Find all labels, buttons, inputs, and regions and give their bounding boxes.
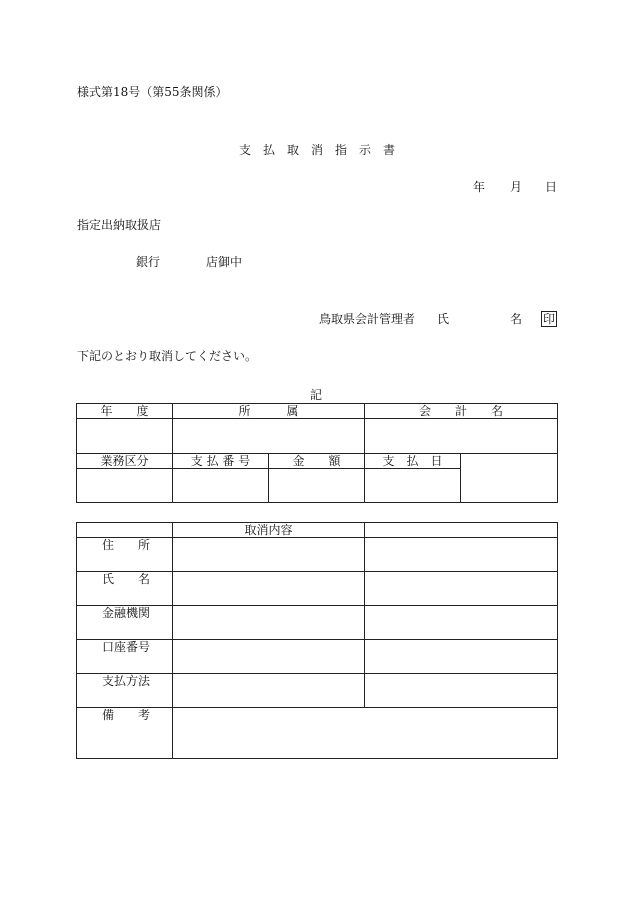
issuer-name-label-2: 名 <box>510 312 523 326</box>
cell-bank-cancel <box>173 606 365 640</box>
cell-address-cancel <box>173 538 365 572</box>
row-label-account: 口座番号 <box>77 640 173 674</box>
cell-name-new <box>365 572 558 606</box>
date-month: 月 <box>510 180 523 194</box>
row-label-remarks: 備 考 <box>77 708 173 759</box>
payment-info-table <box>76 403 558 503</box>
cell-bank-new <box>365 606 558 640</box>
cell-kingaku <box>269 469 365 503</box>
header-kingaku: 金 額 <box>269 454 365 469</box>
cell-gyomu <box>77 469 173 503</box>
cell-kaikei <box>365 419 558 454</box>
cell-account-cancel <box>173 640 365 674</box>
cell-method-cancel <box>173 674 365 708</box>
form-number: 様式第18号（第55条関係） <box>77 85 228 99</box>
instruction-text: 下記のとおり取消してください。 <box>77 349 258 363</box>
header-bango: 支 払 番 号 <box>173 454 269 469</box>
header-shiharaibi: 支 払 日 <box>365 454 461 469</box>
cell-shiharaibi <box>365 469 461 503</box>
row-label-name: 氏 名 <box>77 572 173 606</box>
row-label-method: 支払方法 <box>77 674 173 708</box>
cell-remarks <box>173 708 558 759</box>
seal-mark: 印 <box>543 312 556 326</box>
issuer-org: 鳥取県会計管理者 <box>319 312 416 326</box>
cell-address-new <box>365 538 558 572</box>
ki-heading: 記 <box>310 388 323 402</box>
cancellation-table <box>76 522 558 759</box>
cell-nendo <box>77 419 173 454</box>
header-shozoku: 所 属 <box>173 404 365 419</box>
row-label-bank: 金融機関 <box>77 606 173 640</box>
date-day: 日 <box>545 180 558 194</box>
cell-bango <box>173 469 269 503</box>
header-blank-right <box>365 523 558 538</box>
date-year: 年 <box>473 180 486 194</box>
addressee-line: 指定出納取扱店 <box>77 218 162 232</box>
cell-account-new <box>365 640 558 674</box>
issuer-name-label-1: 氏 <box>437 312 450 326</box>
cell-name-cancel <box>173 572 365 606</box>
row-label-address: 住 所 <box>77 538 173 572</box>
addressee-branch: 店御中 <box>206 255 243 269</box>
cell-shozoku <box>173 419 365 454</box>
document-title: 支 払 取 消 指 示 書 <box>239 143 396 157</box>
addressee-bank: 銀行 <box>136 255 161 269</box>
cell-blank <box>461 454 558 503</box>
header-torikeshi: 取消内容 <box>173 523 365 538</box>
cell-method-new <box>365 674 558 708</box>
header-nendo: 年 度 <box>77 404 173 419</box>
header-blank-left <box>77 523 173 538</box>
header-gyomu: 業務区分 <box>77 454 173 469</box>
header-kaikei: 会 計 名 <box>365 404 558 419</box>
